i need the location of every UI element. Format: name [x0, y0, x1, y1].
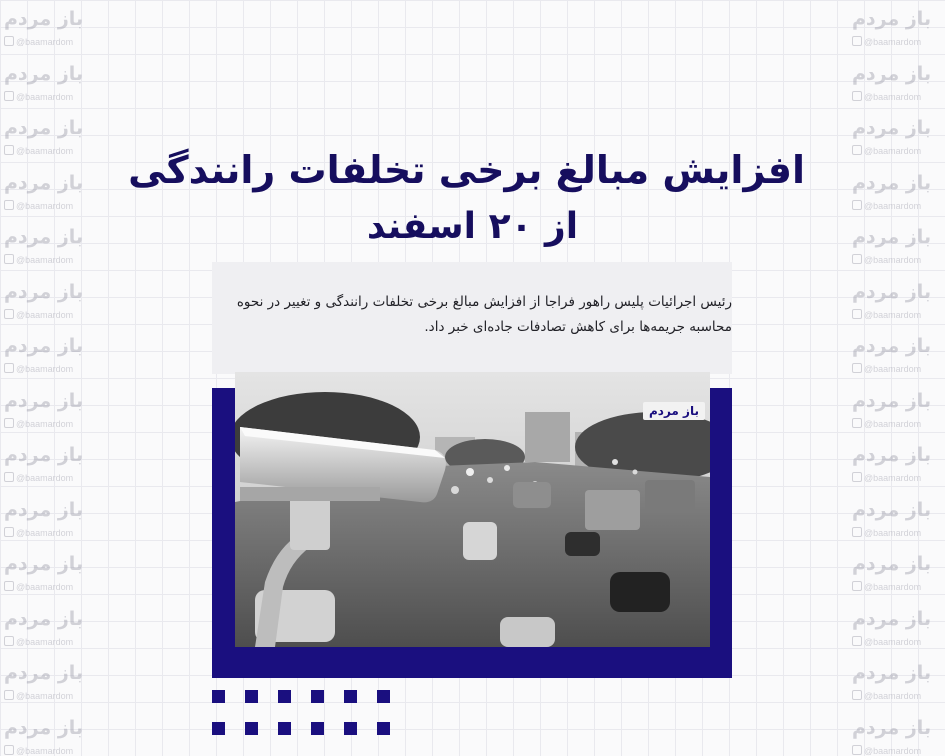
watermark-logo: باز مردم [4, 8, 84, 30]
square-decoration [344, 690, 357, 703]
square-decoration [311, 722, 324, 735]
square-decoration [344, 722, 357, 735]
square-decoration [245, 690, 258, 703]
watermark-handle: @baamardom [16, 309, 74, 320]
watermark-column-left [0, 0, 100, 756]
watermark-logo: باز مردم [4, 607, 84, 630]
watermark [0, 327, 100, 382]
watermark [0, 109, 100, 164]
watermark [848, 0, 945, 55]
watermark [0, 709, 100, 756]
watermark [0, 545, 100, 600]
instagram-icon [4, 36, 14, 46]
watermark-logo: باز مردم [4, 171, 84, 194]
watermark-handle: @baamardom [864, 309, 922, 320]
watermark-logo: باز مردم [852, 171, 932, 194]
instagram-icon [4, 145, 14, 155]
watermark-handle: @baamardom [16, 582, 74, 592]
instagram-icon [852, 636, 862, 646]
instagram-icon [4, 91, 14, 101]
watermark-logo: باز مردم [852, 8, 932, 30]
watermark-handle: @baamardom [16, 200, 74, 211]
watermark-logo: باز مردم [852, 444, 932, 466]
watermark-handle: @baamardom [864, 91, 922, 102]
instagram-icon [852, 200, 862, 210]
watermark-handle: @baamardom [864, 636, 922, 647]
watermark-logo: باز مردم [852, 662, 932, 684]
watermark [848, 491, 945, 546]
watermark-handle: @baamardom [864, 527, 922, 538]
instagram-icon [852, 309, 862, 319]
watermark [848, 709, 945, 756]
watermark-logo: باز مردم [4, 117, 84, 139]
instagram-icon [852, 145, 862, 155]
watermark-logo: باز مردم [4, 716, 84, 739]
instagram-icon [4, 690, 14, 700]
watermark [848, 109, 945, 164]
instagram-icon [852, 363, 862, 373]
instagram-icon [852, 472, 862, 482]
watermark-handle: @baamardom [16, 418, 74, 429]
instagram-icon [4, 418, 14, 428]
watermark-logo: باز مردم [852, 335, 932, 357]
instagram-icon [4, 254, 14, 264]
traffic-camera-illustration [235, 372, 710, 647]
square-decoration [212, 722, 225, 735]
watermark-logo: باز مردم [852, 498, 932, 521]
watermark-logo: باز مردم [852, 117, 932, 139]
square-decoration [245, 722, 258, 735]
watermark-logo: باز مردم [4, 662, 84, 684]
watermark-handle: @baamardom [864, 745, 922, 756]
watermark [848, 327, 945, 382]
instagram-icon [852, 36, 862, 46]
headline-line-1: افزایش مبالغ برخی تخلفات رانندگی [128, 148, 805, 192]
watermark-logo: باز مردم [852, 553, 932, 575]
watermark-logo: باز مردم [852, 607, 932, 630]
watermark-logo: باز مردم [4, 226, 84, 248]
square-decoration [377, 690, 390, 703]
watermark-logo: باز مردم [4, 444, 84, 466]
square-decoration [311, 690, 324, 703]
watermark [0, 273, 100, 328]
instagram-icon [852, 745, 862, 755]
watermark-handle: @baamardom [16, 91, 74, 102]
instagram-icon [852, 527, 862, 537]
watermark [848, 218, 945, 273]
watermark-logo: باز مردم [4, 280, 84, 303]
watermark-handle: @baamardom [864, 418, 922, 429]
watermark [0, 654, 100, 709]
instagram-icon [4, 581, 14, 591]
watermark-logo: باز مردم [4, 335, 84, 357]
instagram-icon [4, 363, 14, 373]
lead-text: رئیس اجرائیات پلیس راهور فراجا از افزایش مبالغ برخی تخلفات رانندگی و تغییر در نحوه محاسبه جریمه‌ها برای کاهش تصادفات جاده‌ای خبر داد. [236, 294, 732, 335]
watermark-logo: باز مردم [4, 498, 84, 521]
watermark-handle: @baamardom [16, 473, 74, 483]
watermark [0, 382, 100, 437]
watermark [0, 55, 100, 110]
square-decoration [278, 690, 291, 703]
watermark-handle: @baamardom [864, 691, 922, 701]
square-decoration [377, 722, 390, 735]
watermark [0, 436, 100, 491]
watermark-logo: باز مردم [852, 280, 932, 303]
headline-line-2: از ۲۰ اسفند [366, 206, 579, 247]
watermark [848, 436, 945, 491]
watermark-logo: باز مردم [4, 389, 84, 412]
instagram-icon [852, 581, 862, 591]
watermark-handle: @baamardom [864, 582, 922, 592]
photo-logo: باز مردم [643, 402, 705, 420]
decorative-squares [212, 690, 397, 740]
watermark-logo: باز مردم [852, 716, 932, 739]
news-photo [235, 372, 710, 647]
watermark-handle: @baamardom [864, 146, 922, 156]
watermark [848, 545, 945, 600]
instagram-icon [4, 745, 14, 755]
instagram-icon [852, 418, 862, 428]
instagram-icon [4, 527, 14, 537]
watermark-handle: @baamardom [864, 473, 922, 483]
watermark [848, 382, 945, 437]
watermark-column-right [848, 0, 945, 756]
watermark-handle: @baamardom [16, 146, 74, 156]
watermark [848, 600, 945, 655]
watermark [848, 164, 945, 219]
watermark-logo: باز مردم [852, 62, 932, 85]
watermark-handle: @baamardom [16, 255, 74, 265]
watermark-handle: @baamardom [16, 37, 74, 47]
square-decoration [278, 722, 291, 735]
watermark-handle: @baamardom [864, 37, 922, 47]
watermark-handle: @baamardom [16, 691, 74, 701]
watermark [0, 600, 100, 655]
instagram-icon [852, 254, 862, 264]
square-decoration [212, 690, 225, 703]
watermark [848, 273, 945, 328]
watermark [0, 491, 100, 546]
instagram-icon [852, 91, 862, 101]
watermark-handle: @baamardom [864, 255, 922, 265]
watermark [0, 0, 100, 55]
watermark [0, 164, 100, 219]
watermark [848, 654, 945, 709]
watermark [0, 218, 100, 273]
watermark-logo: باز مردم [852, 389, 932, 412]
watermark-handle: @baamardom [864, 200, 922, 211]
instagram-icon [4, 309, 14, 319]
watermark-logo: باز مردم [4, 553, 84, 575]
watermark-handle: @baamardom [16, 364, 74, 374]
watermark-handle: @baamardom [16, 636, 74, 647]
instagram-icon [852, 690, 862, 700]
instagram-icon [4, 200, 14, 210]
watermark-handle: @baamardom [864, 364, 922, 374]
watermark-logo: باز مردم [4, 62, 84, 85]
watermark-logo: باز مردم [852, 226, 932, 248]
watermark-handle: @baamardom [16, 745, 74, 756]
instagram-icon [4, 472, 14, 482]
watermark-handle: @baamardom [16, 527, 74, 538]
instagram-icon [4, 636, 14, 646]
watermark [848, 55, 945, 110]
